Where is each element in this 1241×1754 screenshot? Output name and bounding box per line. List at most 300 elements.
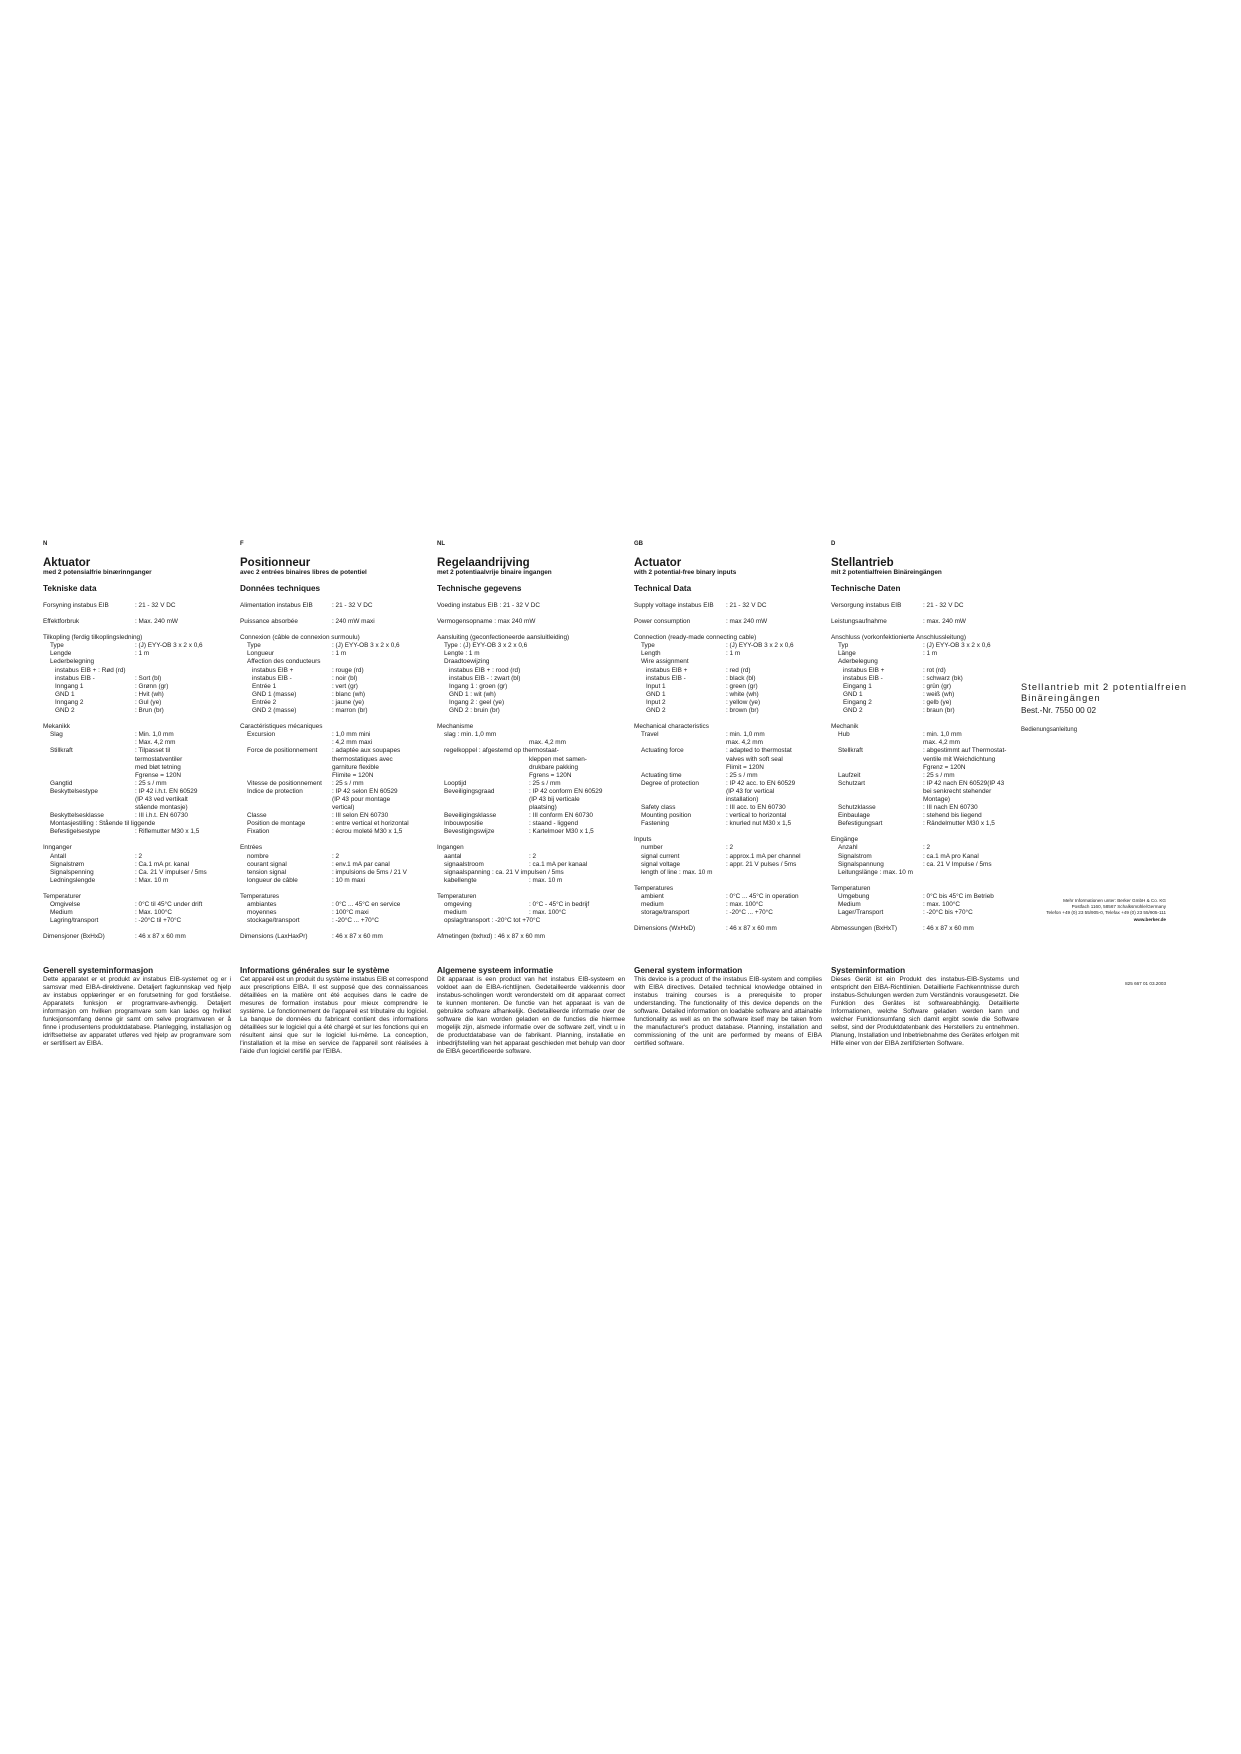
spec-key [43,804,135,812]
spec-key: Actuating force [641,747,684,755]
spec-value: Fgrens = 120N [529,771,572,779]
spec-value: Fgrenz = 120N [923,763,966,771]
spec-row [240,699,430,707]
spec-row [437,772,627,780]
spec-line: Anschluss (vorkonfektionierte Anschlussleitung) [831,634,966,642]
spec-key: Inngang 1 [55,682,84,690]
spec-value: : 240 mW maxi [332,618,375,626]
spec-group [43,893,233,925]
spec-key: GND 2 [843,707,863,715]
spec-row [43,602,233,610]
spec-value: : Grønn (gr) [135,682,169,690]
spec-key: Inngang 2 [55,698,84,706]
spec-row [831,683,1021,691]
column-subtitle: mit 2 potentialfreien Binäreingängen [831,569,942,576]
spec-row [831,731,1021,739]
spec-value: : -20°C ... +70°C [332,917,379,925]
spec-key: GND 2 [55,707,75,715]
spec-value: : appr. 21 V pulses / 5ms [726,860,797,868]
spec-line: Ingang 2 : geel (ye) [449,698,505,706]
spec-value: : -20°C til +70°C [135,917,182,925]
spec-row [43,642,233,650]
spec-key: Travel [641,731,659,739]
spec-row [43,618,233,626]
spec-key: Slag [50,731,63,739]
spec-line: length of line : max. 10 m [641,868,713,876]
spec-line: Draadtoewijzing [444,658,490,666]
spec-key: Longueur [247,650,275,658]
spec-row [240,853,430,861]
spec-value: : Max. 240 mW [135,618,178,626]
language-code: D [831,541,836,547]
spec-row [43,650,233,658]
spec-key [43,772,135,780]
spec-key [831,756,923,764]
spec-key: Beveiligingsklasse [444,812,497,820]
system-info-heading: Generell systeminformasjon [43,966,154,975]
spec-value: garniture flexible [332,763,379,771]
spec-key: Type [50,642,64,650]
spec-key: GND 2 (masse) [252,707,297,715]
spec-row [43,788,233,796]
spec-group [634,723,824,828]
technical-data-heading: Technische Daten [831,584,901,593]
manufacturer-address [1046,898,1166,923]
spec-value: : staand - liggend [529,820,579,828]
spec-group [437,844,627,884]
spec-key: instabus EIB + [252,666,294,674]
spec-row [831,650,1021,658]
spec-line: Temperatures [240,892,280,900]
spec-key [831,764,923,772]
spec-key: Dimensions (WxHxD) [634,925,696,933]
spec-value: kleppen met samen- [529,755,587,763]
spec-row [634,756,824,764]
spec-value: Fgrense = 120N [135,771,182,779]
spec-key [240,756,332,764]
spec-row [634,650,824,658]
spec-row [240,804,430,812]
spec-value: Flimite = 120N [332,771,374,779]
spec-key: stockage/transport [247,917,300,925]
order-number: Best.-Nr. 7550 00 02 [1021,706,1097,715]
spec-value: : IP 42 conform EN 60529 [529,787,603,795]
spec-key: Einbaulage [838,812,870,820]
spec-key: Abmessungen (BxHxT) [831,925,898,933]
spec-line: Tilkopling (ferdig tilkoplingsledning) [43,634,143,642]
spec-group [43,618,233,626]
column-title: Stellantrieb [831,557,894,569]
spec-key: Length [641,650,661,658]
spec-group [437,634,627,715]
spec-value: (IP 43 bij verticale [529,795,580,803]
spec-line: Caractéristiques mécaniques [240,723,323,731]
spec-row [831,861,1021,869]
spec-key: Stillkraft [50,747,73,755]
spec-value: : Tilpasset til [135,747,171,755]
spec-key: medium [641,901,664,908]
spec-row [831,853,1021,861]
spec-value: : 0°C ... 45°C in operation [726,892,799,900]
address-line-1: Mehr Informationen unter: Berker GmbH & Co. KG [1063,898,1166,903]
spec-value: vertical) [332,804,355,812]
spec-value: : 21 - 32 V DC [726,602,767,609]
spec-row [240,772,430,780]
spec-value: : Hvit (wh) [135,690,164,698]
spec-value: : III i.h.t. EN 60730 [135,812,188,820]
spec-key [437,772,529,780]
column-subtitle: avec 2 entrées binaires libres de potentiel [240,569,367,576]
spec-row [634,739,824,747]
spec-row [634,691,824,699]
spec-row [831,909,1021,917]
spec-group [437,893,627,925]
spec-row [437,877,627,885]
spec-key: medium [444,909,467,917]
technical-data-heading: Technical Data [634,584,692,593]
spec-value: : Sort (bl) [135,674,162,682]
spec-key: Eingang 1 [843,682,872,690]
spec-value: : ca.1 mA per kanaal [529,860,588,868]
spec-key [437,804,529,812]
spec-key: Alimentation instabus EIB [240,602,313,609]
spec-key: GND 1 (masse) [252,690,297,698]
spec-value: thermostatiques avec [332,755,393,763]
spec-value: : rot (rd) [923,666,946,674]
spec-row [43,933,233,941]
spec-key: Input 1 [646,682,666,690]
manual-label: Bedienungsanleitung [1021,727,1078,733]
spec-line: instabus EIB + : rood (rd) [449,666,521,674]
spec-key: Gangtid [50,779,73,787]
spec-line: Inputs [634,836,652,844]
spec-row [43,780,233,788]
spec-row [634,699,824,707]
spec-key [831,796,923,804]
spec-group [831,925,1021,933]
language-column [437,540,627,949]
spec-row [43,917,233,925]
language-column [831,540,1021,941]
spec-value: : min. 1,0 mm [923,731,962,739]
language-code: F [240,541,244,547]
system-info-text: This device is a product of the instabus EIB-system and complies with EIBA directives. Detailed technical knowledge obtained in instabus training courses is a prerequisite to proper understanding. The functionality of this device depends on the software. Detailed information on loadable software and attainable functionality as well as on the software itself may be taken from the manufacturer's product database. Planning, installation and commissioning of the unit are performed by means of EIBA certified software. [634,976,822,1047]
spec-value: : 46 x 87 x 60 mm [923,925,974,933]
spec-row [831,739,1021,747]
spec-row [634,772,824,780]
spec-key: GND 1 [843,690,863,698]
technical-data-heading: Données techniques [240,584,321,593]
spec-line: Affection des conducteurs [247,658,321,666]
spec-key: Bevestigingswijze [444,828,495,836]
spec-row [240,828,430,836]
spec-value: Montage) [923,795,950,803]
spec-row [831,820,1021,828]
column-title: Actuator [634,557,682,569]
spec-key: Schutzart [838,779,865,787]
website-link[interactable]: www.berker.de [1133,916,1166,922]
spec-group [831,723,1021,828]
spec-key: Force de positionnement [247,747,318,755]
spec-key: Lengde [50,650,72,658]
spec-line: Temperaturen [437,892,477,900]
spec-row [437,764,627,772]
column-subtitle: with 2 potential-free binary inputs [634,569,737,576]
spec-row [831,893,1021,901]
spec-value: : 21 - 32 V DC [923,602,964,609]
spec-row [831,707,1021,715]
spec-value: : rouge (rd) [332,666,364,674]
spec-key [240,796,332,804]
spec-key: signal voltage [641,860,681,868]
spec-row [43,764,233,772]
spec-value: Flimit = 120N [726,763,764,771]
spec-key: Signalspenning [50,868,94,876]
spec-line: Connection (ready-made connecting cable) [634,634,757,642]
system-info-text: Dieses Gerät ist ein Produkt des instabus-EIB-Systems und entspricht den EIBA-Richtlinien. Detaillierte Fachkenntnisse durch instabus-Schulungen werden zum Verständnis vorausgesetzt. Die Funktion des Gerätes ist softwareabhängig. Detaillierte Informationen, welche Software geladen werden kann und welcher Funktionsumfang sich damit ergibt sowie die Software selbst, sind der Produktdatenbank des Herstellers zu entnehmen. Planung, Installation und Inbetriebnahme des Gerätes erfolgen mit Hilfe einer von der EIBA zertifizierten Software. [831,976,1019,1047]
spec-row [831,804,1021,812]
spec-line: Entrées [240,844,263,852]
spec-value: termostatventiler [135,755,183,763]
spec-group [634,634,824,715]
spec-row [240,747,430,755]
spec-row [43,796,233,804]
spec-value: : III acc. to EN 60730 [726,804,786,812]
spec-key: aantal [444,852,462,860]
spec-key: Antall [50,852,66,860]
spec-row [634,731,824,739]
spec-key: Puissance absorbée [240,618,298,626]
spec-key: Input 2 [646,698,666,706]
spec-value: : max. 100°C [726,901,764,908]
spec-line: Connexion (câble de connexion surmoulu) [240,634,360,642]
spec-value: (IP 43 for vertical [726,787,775,795]
spec-value: : weiß (wh) [923,690,955,698]
spec-row [437,828,627,836]
spec-row [240,820,430,828]
spec-value: : 46 x 87 x 60 mm [726,925,777,933]
spec-key [634,796,726,804]
spec-group [437,933,627,941]
spec-line: Lederbelegning [50,658,95,666]
spec-key: Fastening [641,820,670,828]
address-line-2: Postfach 1160, 58567 Schalksmühle/Germany [1071,904,1166,910]
spec-key: instabus EIB + [646,666,688,674]
document-code: 825 667 01 03.2003 [1125,981,1166,986]
spec-row [634,812,824,820]
spec-key: Mounting position [641,812,692,820]
spec-key: Lager/Transport [838,909,884,917]
spec-row [240,602,430,610]
spec-group [43,602,233,610]
spec-row [437,812,627,820]
spec-value: max. 4,2 mm [726,739,763,747]
spec-line: GND 2 : bruin (br) [449,707,500,715]
spec-key: Looptijd [444,779,467,787]
product-title: Stellantrieb mit 2 potentialfreien Binäreingängen [1021,682,1188,703]
spec-line: instabus EIB - : zwart (bl) [449,674,521,682]
spec-key: Umgebung [838,892,870,900]
spec-row [437,788,627,796]
spec-key: Anzahl [838,844,858,852]
spec-group [240,933,430,941]
spec-row [43,869,233,877]
spec-value: : yellow (ye) [726,698,761,706]
spec-group [240,723,430,836]
spec-row [240,650,430,658]
spec-key: instabus EIB - [843,674,883,682]
spec-value: : III nach EN 60730 [923,804,978,812]
system-info-heading: Informations générales sur le système [240,966,390,975]
spec-value: : entre vertical et horizontal [332,820,409,828]
spec-key [634,739,726,747]
spec-value: (IP 43 pour montage [332,795,391,803]
spec-row [43,739,233,747]
spec-row [634,909,824,917]
spec-row [240,869,430,877]
spec-key: tension signal [247,868,287,876]
spec-key: Eingang 2 [843,698,872,706]
system-info-heading: Systeminformation [831,966,906,975]
system-info-heading: Algemene systeem informatie [437,966,554,975]
spec-row [831,764,1021,772]
spec-row [240,707,430,715]
spec-line: Ingang 1 : groen (gr) [449,682,508,690]
spec-key [437,739,529,747]
language-code: GB [634,541,643,547]
spec-line: Aansluiting (geconfectioneerde aansluitleiding) [437,634,570,642]
spec-value: : (J) EYY-OB 3 x 2 x 0,6 [726,642,794,650]
spec-key: Leistungsaufnahme [831,618,887,626]
spec-key: Fixation [247,828,270,836]
spec-row [634,844,824,852]
spec-value: : marron (br) [332,707,368,715]
spec-value: : max 240 mW [726,618,768,626]
column-title: Regelaandrijving [437,557,530,569]
spec-row [240,812,430,820]
spec-value: : Brun (br) [135,707,164,715]
spec-value: : Max. 10 m [135,876,169,884]
spec-key: Classe [247,812,267,820]
spec-value: : Min. 1,0 mm [135,731,174,739]
spec-row [437,739,627,747]
spec-value: : grün (gr) [923,682,952,690]
spec-value: : stehend bis liegend [923,812,982,820]
spec-value: : -20°C ... +70°C [726,909,773,917]
spec-line: regelkoppel : afgestemd op thermostaat- [444,747,559,755]
spec-row [634,861,824,869]
system-info-text: Dette apparatet er et produkt av instabus EIB-systemet og er i samsvar med EIBA-direktivene. Detaljert fagkunnskap ved hjelp av instabus opplæringer er en forutsetning for god forståelse. Apparatets funksjon er programvare-avhengig. Detaljert informasjon om hvilken programvare som kan lades og hvilket funksjonsomfang denne gir samt om selve programvaren er å finne i produsentens produktdatabase. Planlegging, installasjon og idriftsettelse av apparatet utføres ved hjelp av programvare som er sertifisert av EIBA. [43,976,231,1047]
spec-row [831,675,1021,683]
spec-value: : 2 [726,844,734,852]
spec-group [831,836,1021,876]
spec-row [634,853,824,861]
spec-row [634,901,824,909]
spec-group [240,618,430,626]
spec-value: : 0°C til 45°C under drift [135,901,203,908]
spec-value: : gelb (ye) [923,698,952,706]
spec-value: med bløt tetning [135,763,181,771]
spec-value: : abgestimmt auf Thermostat- [923,747,1007,755]
spec-key [634,764,726,772]
spec-row [634,642,824,650]
language-column [634,540,824,941]
spec-key: Versorgung instabus EIB [831,602,902,609]
spec-key: Ledningslengde [50,876,96,884]
spec-value: : Max. 100°C [135,909,173,917]
spec-key: instabus EIB - [55,674,95,682]
spec-key: signal current [641,852,680,860]
spec-row [634,925,824,933]
spec-key: longueur de câble [247,876,298,884]
spec-group [634,602,824,610]
spec-key [831,739,923,747]
spec-key: Omgivelse [50,901,81,908]
spec-row [634,764,824,772]
spec-value: : -20°C bis +70°C [923,909,973,917]
spec-key: moyennes [247,909,277,917]
spec-line: Aderbelegung [838,658,878,666]
spec-row [831,756,1021,764]
spec-key: Position de montage [247,820,306,828]
spec-row [634,796,824,804]
spec-row [437,756,627,764]
spec-row [831,844,1021,852]
spec-key: Typ [838,642,849,650]
spec-value: : 1 m [135,650,150,658]
spec-value: : III selon EN 60730 [332,812,389,820]
spec-value: : blanc (wh) [332,690,366,698]
spec-key: Type [641,642,655,650]
spec-key: Beskyttelsestype [50,787,98,795]
spec-key: Befestigelsestype [50,828,101,836]
spec-key: Inbouwpositie [444,820,484,828]
spec-value: : impulsions de 5ms / 21 V [332,868,407,876]
spec-value: : vert (gr) [332,682,358,690]
spec-row [240,691,430,699]
spec-value: installation) [726,795,759,803]
spec-value: : 100°C maxi [332,909,369,917]
spec-key: Hub [838,731,850,739]
spec-key: Beskyttelsesklasse [50,812,104,820]
spec-line: Vermogensopname : max 240 mW [437,618,536,626]
spec-key: omgeving [444,901,472,908]
spec-row [831,772,1021,780]
spec-row [240,667,430,675]
spec-value: : III conform EN 60730 [529,812,593,820]
spec-key [634,788,726,796]
column-title: Aktuator [43,557,91,569]
spec-key: Safety class [641,804,676,812]
spec-value: : 25 s / mm [529,779,561,787]
spec-row [240,675,430,683]
spec-row [831,602,1021,610]
spec-value: : Ca.1 mA pr. kanal [135,860,189,868]
spec-key: Supply voltage instabus EIB [634,602,714,609]
spec-value: : schwarz (bk) [923,674,963,682]
spec-key [240,804,332,812]
spec-row [634,804,824,812]
spec-row [831,788,1021,796]
spec-row [240,933,430,941]
spec-value: : env.1 mA par canal [332,860,390,868]
spec-line: Temperaturer [43,892,82,900]
spec-row [240,917,430,925]
spec-row [240,739,430,747]
spec-key: Indice de protection [247,787,303,795]
spec-key: kabellengte [444,876,477,884]
spec-group [634,885,824,917]
